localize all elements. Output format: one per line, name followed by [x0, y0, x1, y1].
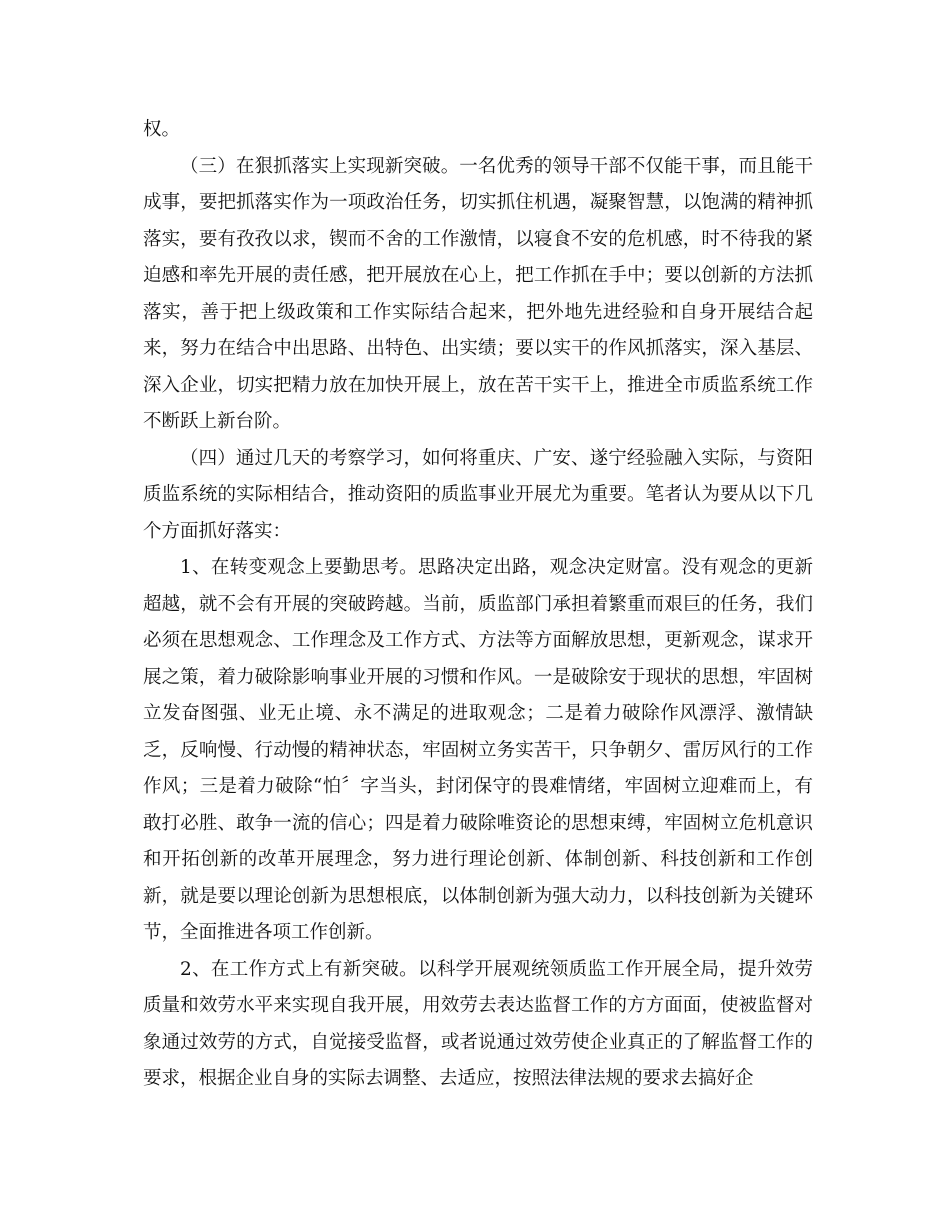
paragraph-item-1: 1、在转变观念上要勤思考。思路决定出路，观念决定财富。没有观念的更新超越，就不会有开展的突破跨越。当前，质监部门承担着繁重而艰巨的任务，我们必须在思想观念、工作理念及工作方式、方法等方面解放思想，更新观念，谋求开展之策，着力破除影响事业开展的习惯和作风。一是破除安于现状的思想，牢固树立发奋图强、业无止境、永不满足的进取观念；二是着力破除作风漂浮、激情缺乏，反响慢、行动慢的精神状态，牢固树立务实苦干，只争朝夕、雷厉风行的工作作风；三是着力破除“怕〞字当头，封闭保守的畏难情绪，牢固树立迎难而上，有敢打必胜、敢争一流的信心；四是着力破除唯资论的思想束缚，牢固树立危机意识和开拓创新的改革开展理念，努力进行理论创新、体制创新、科技创新和工作创新，就是要以理论创新为思想根底，以体制创新为强大动力，以科技创新为关键环节，全面推进各项工作创新。	[143, 557, 813, 944]
paragraph-section-3: （三）在狠抓落实上实现新突破。一名优秀的领导干部不仅能干事，而且能干成事，要把抓落实作为一项政治任务，切实抓住机遇，凝聚智慧，以饱满的精神抓落实，要有孜孜以求，锲而不舍的工作激情，以寝食不安的危机感，时不待我的紧迫感和率先开展的责任感，把开展放在心上，把工作抓在手中；要以创新的方法抓落实，善于把上级政策和工作实际结合起来，把外地先进经验和自身开展结合起来，努力在结合中出思路、出特色、出实绩；要以实干的作风抓落实，深入基层、深入企业，切实把精力放在加快开展上，放在苦干实干上，推进全市质监系统工作不断跃上新台阶。	[143, 155, 813, 433]
document-body	[143, 112, 813, 1098]
paragraph-section-4: （四）通过几天的考察学习，如何将重庆、广安、遂宁经验融入实际，与资阳质监系统的实际相结合，推动资阳的质监事业开展尤为重要。笔者认为要从以下几个方面抓好落实：	[143, 447, 813, 542]
paragraph-fragment: 权。	[143, 119, 181, 140]
paragraph-item-2: 2、在工作方式上有新突破。以科学开展观统领质监工作开展全局，提升效劳质量和效劳水平来实现自我开展，用效劳去表达监督工作的方方面面，使被监督对象通过效劳的方式，自觉接受监督，或者说通过效劳使企业真正的了解监督工作的要求，根据企业自身的实际去调整、去适应，按照法律法规的要求去搞好企	[143, 958, 813, 1090]
